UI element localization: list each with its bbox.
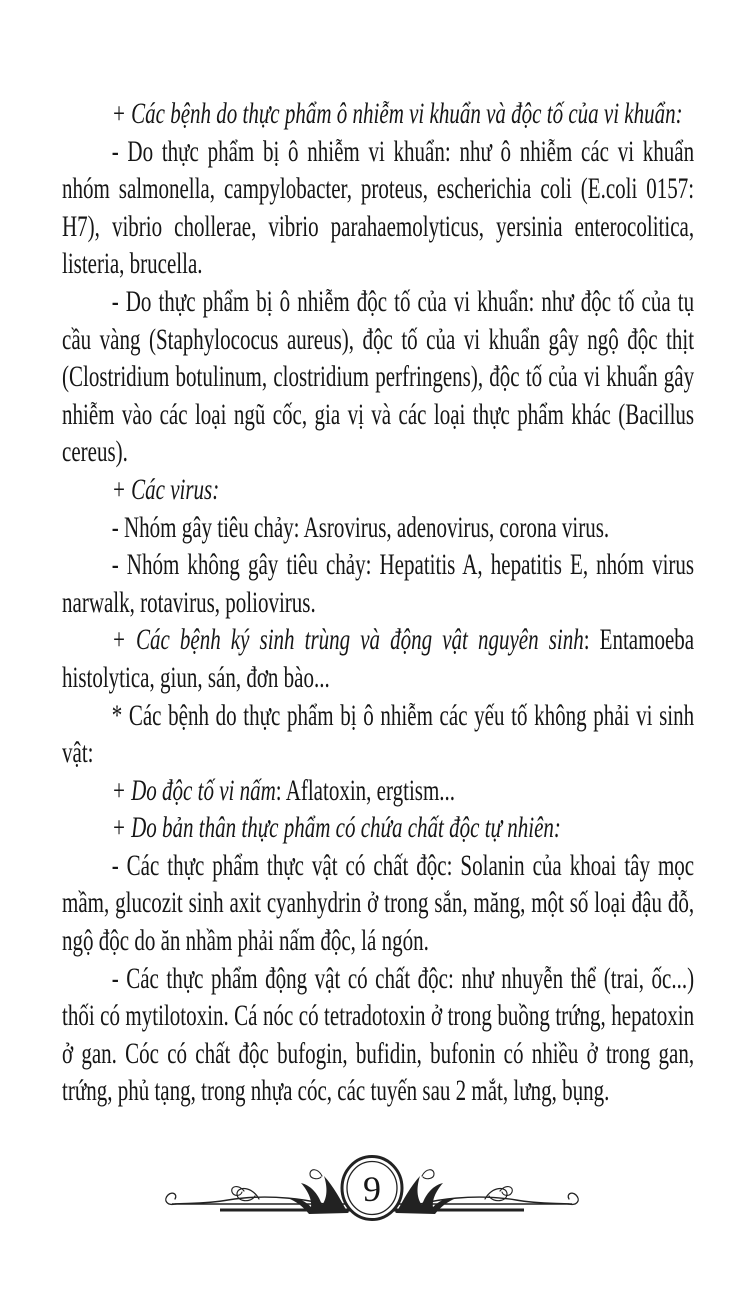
text-run: - Do thực phẩm bị ô nhiễm độc tố của vi khuẩn: như độc tố của tụ cầu vàng (Staphylococus aureus), độc tố của vi khuẩn gây ngộ độc thịt (Clostridium botulinum, clostridium perfringens), độc tố của vi khuẩn gây nhiễm vào các loại ngũ cốc, gia vị và các loại thực phẩm khác (Bacillus cereus). bbox=[62, 284, 695, 469]
paragraph bbox=[62, 772, 694, 810]
text-run: - Các thực phẩm thực vật có chất độc: Solanin của khoai tây mọc mầm, glucozit sinh axit cyanhydrin ở trong sắn, măng, một số loại đậu đỗ, ngộ độc do ăn nhầm phải nấm độc, lá ngón. bbox=[62, 848, 695, 958]
paragraph bbox=[62, 621, 694, 696]
text-run: * Các bệnh do thực phẩm bị ô nhiễm các yếu tố không phải vi sinh vật: bbox=[62, 698, 695, 770]
italic-text-run: + Do độc tố vi nấm bbox=[111, 773, 276, 807]
paragraph bbox=[62, 847, 694, 960]
text-run: - Các thực phẩm động vật có chất độc: như nhuyễn thể (trai, ốc...) thối có mytilotoxin. Cá nóc có tetradotoxin ở trong buồng trứng, hepatoxin ở gan. Cóc có chất độc bufogin, bufidin, bufonin có nhiều ở trong gan, trứng, phủ tạng, trong nhựa cóc, các tuyến sau 2 mắt, lưng, bụng. bbox=[62, 961, 695, 1108]
paragraph bbox=[62, 546, 694, 621]
italic-text-run: + Do bản thân thực phẩm có chứa chất độc tự nhiên: bbox=[111, 811, 561, 845]
italic-text-run: + Các bệnh do thực phẩm ô nhiễm vi khuẩn và độc tố của vi khuẩn: bbox=[111, 97, 683, 130]
paragraph bbox=[62, 960, 694, 1110]
paragraph bbox=[62, 95, 694, 133]
ornament-flourish-left bbox=[166, 1170, 348, 1214]
ornament-flourish-right bbox=[396, 1170, 578, 1214]
page-number-ornament bbox=[162, 1150, 582, 1234]
paragraph bbox=[62, 283, 694, 471]
paragraph bbox=[62, 471, 694, 509]
italic-text-run: + Các bệnh ký sinh trùng và động vật nguyên sinh bbox=[111, 623, 584, 657]
paragraph bbox=[62, 509, 694, 547]
paragraph bbox=[62, 133, 694, 283]
text-run: : Entamoeba histolytica, giun, sán, đơn bào... bbox=[62, 623, 695, 694]
text-run: : Aflatoxin, ergtism... bbox=[275, 773, 456, 807]
text-run: - Nhóm gây tiêu chảy: Asrovirus, adenovirus, corona virus. bbox=[111, 510, 610, 544]
text-block bbox=[62, 95, 694, 1110]
page-number: 9 bbox=[363, 1169, 381, 1209]
text-run: - Do thực phẩm bị ô nhiễm vi khuẩn: như ô nhiễm các vi khuẩn nhóm salmonella, campylobacter, proteus, escherichia coli (E.coli 0157: H7), vibrio chollerae, vibrio parahaemolyticus, yersinia enterocolitica, listeria, brucella. bbox=[62, 134, 695, 281]
paragraph bbox=[62, 809, 694, 847]
text-run: - Nhóm không gây tiêu chảy: Hepatitis A, hepatitis E, nhóm virus narwalk, rotavirus, poliovirus. bbox=[62, 548, 695, 619]
italic-text-run: + Các virus: bbox=[111, 472, 220, 506]
paragraph bbox=[62, 697, 694, 772]
